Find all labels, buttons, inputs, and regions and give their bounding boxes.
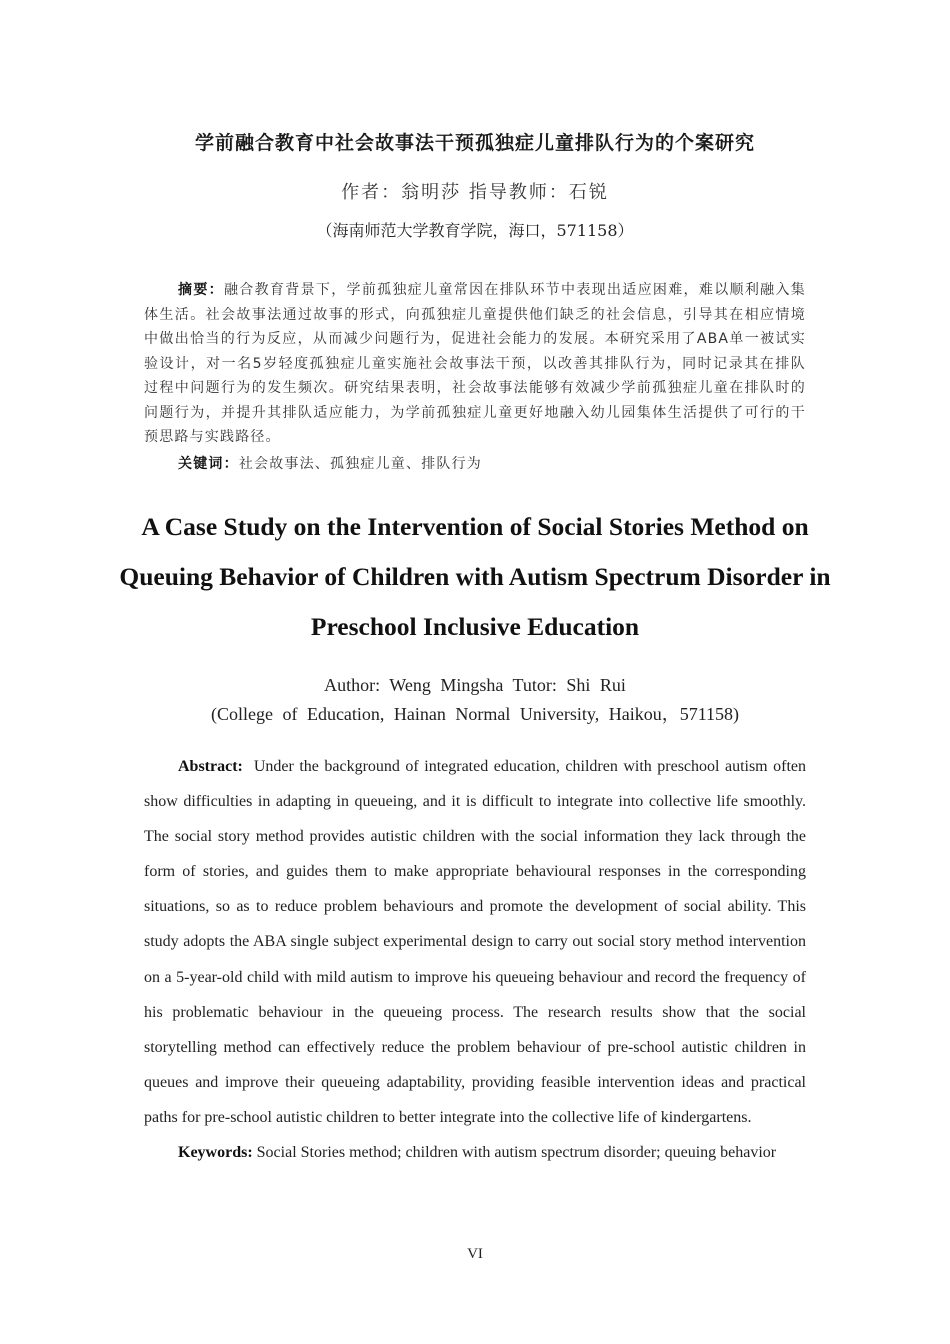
english-abstract-label: Abstract: [178,758,243,775]
chinese-affiliation: （海南师范大学教育学院，海口，571158） [316,221,634,240]
page-number: VI [467,1246,483,1262]
chinese-keywords-label: 关键词： [178,456,239,472]
english-author-line: Author: Weng Mingsha Tutor: Shi Rui [324,675,626,695]
chinese-abstract-text: 融合教育背景下，学前孤独症儿童常因在排队环节中表现出适应困难，难以顺利融入集体生活。社会故事法通过故事的形式，向孤独症儿童提供他们缺乏的社会信息，引导其在相应情境中做出恰当的行为反应，从而减少问题行为，促进社会能力的发展。本研究采用了ABA单一被试实验设计，对一名5岁轻度孤独症儿童实施社会故事法干预，以改善其排队行为，同时记录其在排队过程中问题行为的发生频次。研究结果表明，社会故事法能够有效减少学前孤独症儿童在排队时的问题行为，并提升其排队适应能力，为学前孤独症儿童更好地融入幼儿园集体生活提供了可行的干预思路与实践路径。 [144,282,806,445]
english-abstract-text: Under the background of integrated education, children with preschool autism often show difficulties in adapting in queueing, and it is difficult to integrate into collective life smoothly. The social story method provides autistic children with the social information they lack through the form of stories, and guides them to make appropriate behavioural responses in the corresponding situations, so as to reduce problem behaviours and promote the development of social ability. This study adopts the ABA single subject experimental design to carry out social story method intervention on a 5-year-old child with mild autism to improve his queueing behaviour and record the frequency of his problematic behaviour in the queueing process. The research results show that the social storytelling method can effectively reduce the problem behaviour of pre-school autistic children in queues and improve their queueing adaptability, providing feasible intervention ideas and practical paths for pre-school autistic children to better integrate into the collective life of kindergartens. [144,758,806,1126]
english-affiliation: (College of Education, Hainan Normal University, Haikou，571158) [210,704,740,724]
chinese-keywords [144,452,840,477]
english-title: A Case Study on the Intervention of Social Stories Method on Queuing Behavior of Children with Autism Spectrum Disorder in Preschool Inclusive Education [119,512,831,641]
chinese-abstract-label: 摘要： [178,282,224,298]
english-keywords-text: Social Stories method; children with autism spectrum disorder; queuing behavior [256,1144,777,1161]
chinese-author-line: 作者：翁明莎 指导教师：石锐 [341,182,609,203]
chinese-abstract [144,278,806,450]
chinese-title: 学前融合教育中社会故事法干预孤独症儿童排队行为的个案研究 [194,132,755,154]
chinese-keywords-text: 社会故事法、孤独症儿童、排队行为 [238,456,483,472]
english-keywords [144,1135,806,1170]
english-abstract [144,749,806,1135]
english-keywords-label: Keywords: [178,1144,253,1161]
